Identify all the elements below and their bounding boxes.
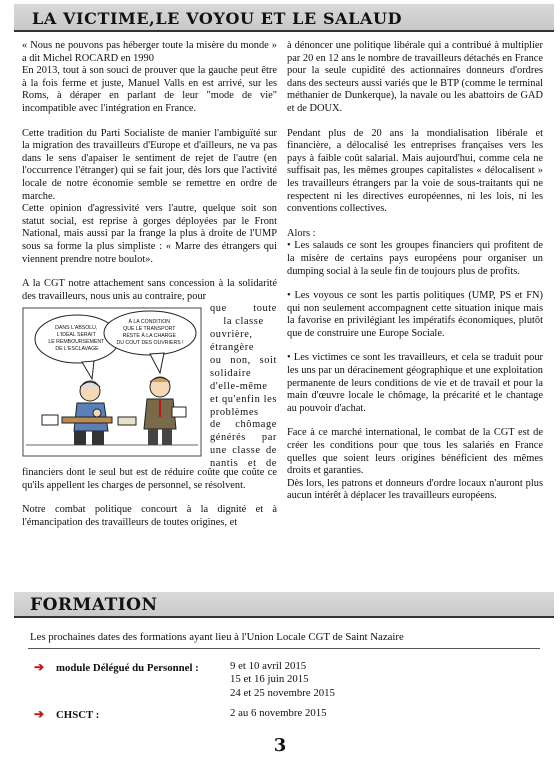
cartoon-illustration [22,307,202,457]
formation-item [34,707,99,722]
paragraph: Face à ce marché international, le combat de la CGT est de créer les conditions pour que tous les salariés en France quelles que soient leurs origines bénéficient des mêmes droits et garanties. [287,427,543,477]
paragraph: Cette tradition du Parti Socialiste de manier l'ambiguïté sur la migration des travailleurs d'Europe et d'ailleurs, ne va pas dans le sens d'apaiser le sentiment de rejet de l'autre (en l'occurrence l'étranger) qui se fait jour, dès lors que l'activité locale de notre économie semble se remettre en ordre de marche. [22,127,277,202]
wrap-line: que toute [210,303,277,315]
bullet-item: • Les salauds ce sont les groupes financiers qui profitent de la misère de certains pays européens pour organiser un dumping social à la seule fin de toujours plus de profits. [287,240,543,277]
formation-label: module Délégué du Personnel : [56,662,199,674]
formation-label: CHSCT : [56,709,100,721]
wrap-line: générés par [210,432,277,444]
bubble-text: L'IDÉAL SERAIT [56,332,96,339]
divider [28,648,540,649]
paragraph: à dénoncer une politique libérale qui a contribué à multiplier par 20 en 12 ans le nombre de travailleurs détachés en France pour la seule cupidité des actionnaires donneurs d'ordres dans des secteurs aussi variés que le BTP (comme le terminal méthanier de Dunkerque), la navale ou les abattoirs de GAD et de DOUX. [287,40,543,114]
wrap-line: et qu'enfin les [210,393,277,405]
wrap-line: problèmes [210,406,259,418]
formation-intro: Les prochaines dates des formations ayant lieu à l'Union Locale CGT de Saint Nazaire [30,631,404,643]
wrap-line: d'elle-même [210,380,268,392]
paragraph: Alors : [287,227,316,239]
formation-date: 24 et 25 novembre 2015 [230,686,335,699]
paragraph: En 2013, tout à son souci de prouver que la gauche peut être à la fois ferme et juste, Manuel Valls en est arrivé, sur les Roms, à déraper en parlant de leur "mode de vie" incompatible avec l'intégration en France. [22,65,277,114]
page-number: 3 [273,735,287,756]
right-arrow-icon: ➔ [34,707,45,721]
paragraph: Notre combat politique concourt à la dignité et à l'émancipation des travailleurs de toutes origines, et [22,504,277,529]
page-title: LA VICTIME,LE VOYOU ET LE SALAUD [32,9,403,28]
bubble-text: QUE LE TRANSPORT [123,326,176,333]
formation-dates [230,660,335,700]
bubble-text: DU COUT DES OUVRIERS ! [116,340,184,347]
formation-date: 2 au 6 novembre 2015 [230,707,327,719]
formation-item [34,660,199,675]
bubble-text: DE L'ESCLAVAGE [55,346,99,353]
formation-section-bar [14,592,554,618]
bullet-item: • Les voyous ce sont les partis politiques (UMP, PS et FN) qui non seulement accompagnent cette situation inique mais la favorise en privilégiant les impératifs économiques, plutôt que de construire une Europe Sociale. [287,290,543,339]
wrapped-text [210,303,277,471]
bubble-text: LE REMBOURSEMENT [48,339,105,346]
bubble-text: RESTE À LA CHARGE [122,333,176,340]
paragraph: financiers dont le seul but est de réduire coûte que coûte ce qu'ils appellent les charges de personnel, se résolvent. [22,467,277,491]
right-arrow-icon: ➔ [34,660,45,674]
article-left-column [22,40,277,530]
bubble-text: DANS L'ABSOLU, [55,325,98,332]
svg-text:DANS L'ABSOLU, L'IDÉAL [48,325,105,352]
bullet-item: • Les victimes ce sont les travailleurs, et cela se traduit pour les uns par un déracinement géographique et une exploitation permanente de leurs conditions de vie et de travail et pour la main d'œuvre locale le chômage, la précarité et le chantage au pouvoir d'achat. [287,352,543,414]
formation-date: 15 et 16 juin 2015 [230,673,309,686]
wrap-line: ou non, soit [210,354,277,366]
article-right-column [287,40,543,503]
wrap-line: ouvrière, [210,329,253,341]
header-bar [14,4,554,32]
formation-date: 9 et 10 avril 2015 [230,660,307,672]
wrap-line: de chômage [210,419,277,431]
bubble-text: À LA CONDITION [128,319,171,326]
section-title: FORMATION [30,595,158,615]
paragraph: Dès lors, les patrons et donneurs d'ordre locaux n'auront plus aucun intérêt à déplacer les travailleurs européens. [287,477,543,502]
cartoon-wrap-block [22,303,277,470]
wrap-line: solidaire [210,367,252,379]
formation-dates [230,707,327,720]
paragraph: Cette opinion d'agressivité vers l'autre, quelque soit son statut social, est reprise à gorges déployées par le Front National, mais aussi par la frange la plus à droite de l'UMP sous sa forme la plus simpliste : « Marre des étrangers qui viennent prendre notre boulot». [22,203,277,265]
paragraph: « Nous ne pouvons pas héberger toute la misère du monde » a dit Michel ROCARD en 1990 [22,40,277,64]
wrap-line: la classe [223,316,264,328]
paragraph: A la CGT notre attachement sans concession à la solidarité des travailleurs, nous unis au contraire, pour [22,278,277,302]
paragraph: Pendant plus de 20 ans la mondialisation libérale et financière, a délocalisé les entreprises françaises vers les pays à faible coût salarial. Mais aujourd'hui, comme cela ne suffisait pas, les mêmes groupes capitalistes « délocalisent » les travailleurs étrangers par la voie de sous-traitants qui ne respectent ni les directives européennes, ni les lois, ni les conventions collectives. [287,127,543,215]
wrap-line: nantis et de [210,458,277,470]
wrap-line: une classe de [210,445,277,457]
wrap-line: étrangère [210,342,255,353]
